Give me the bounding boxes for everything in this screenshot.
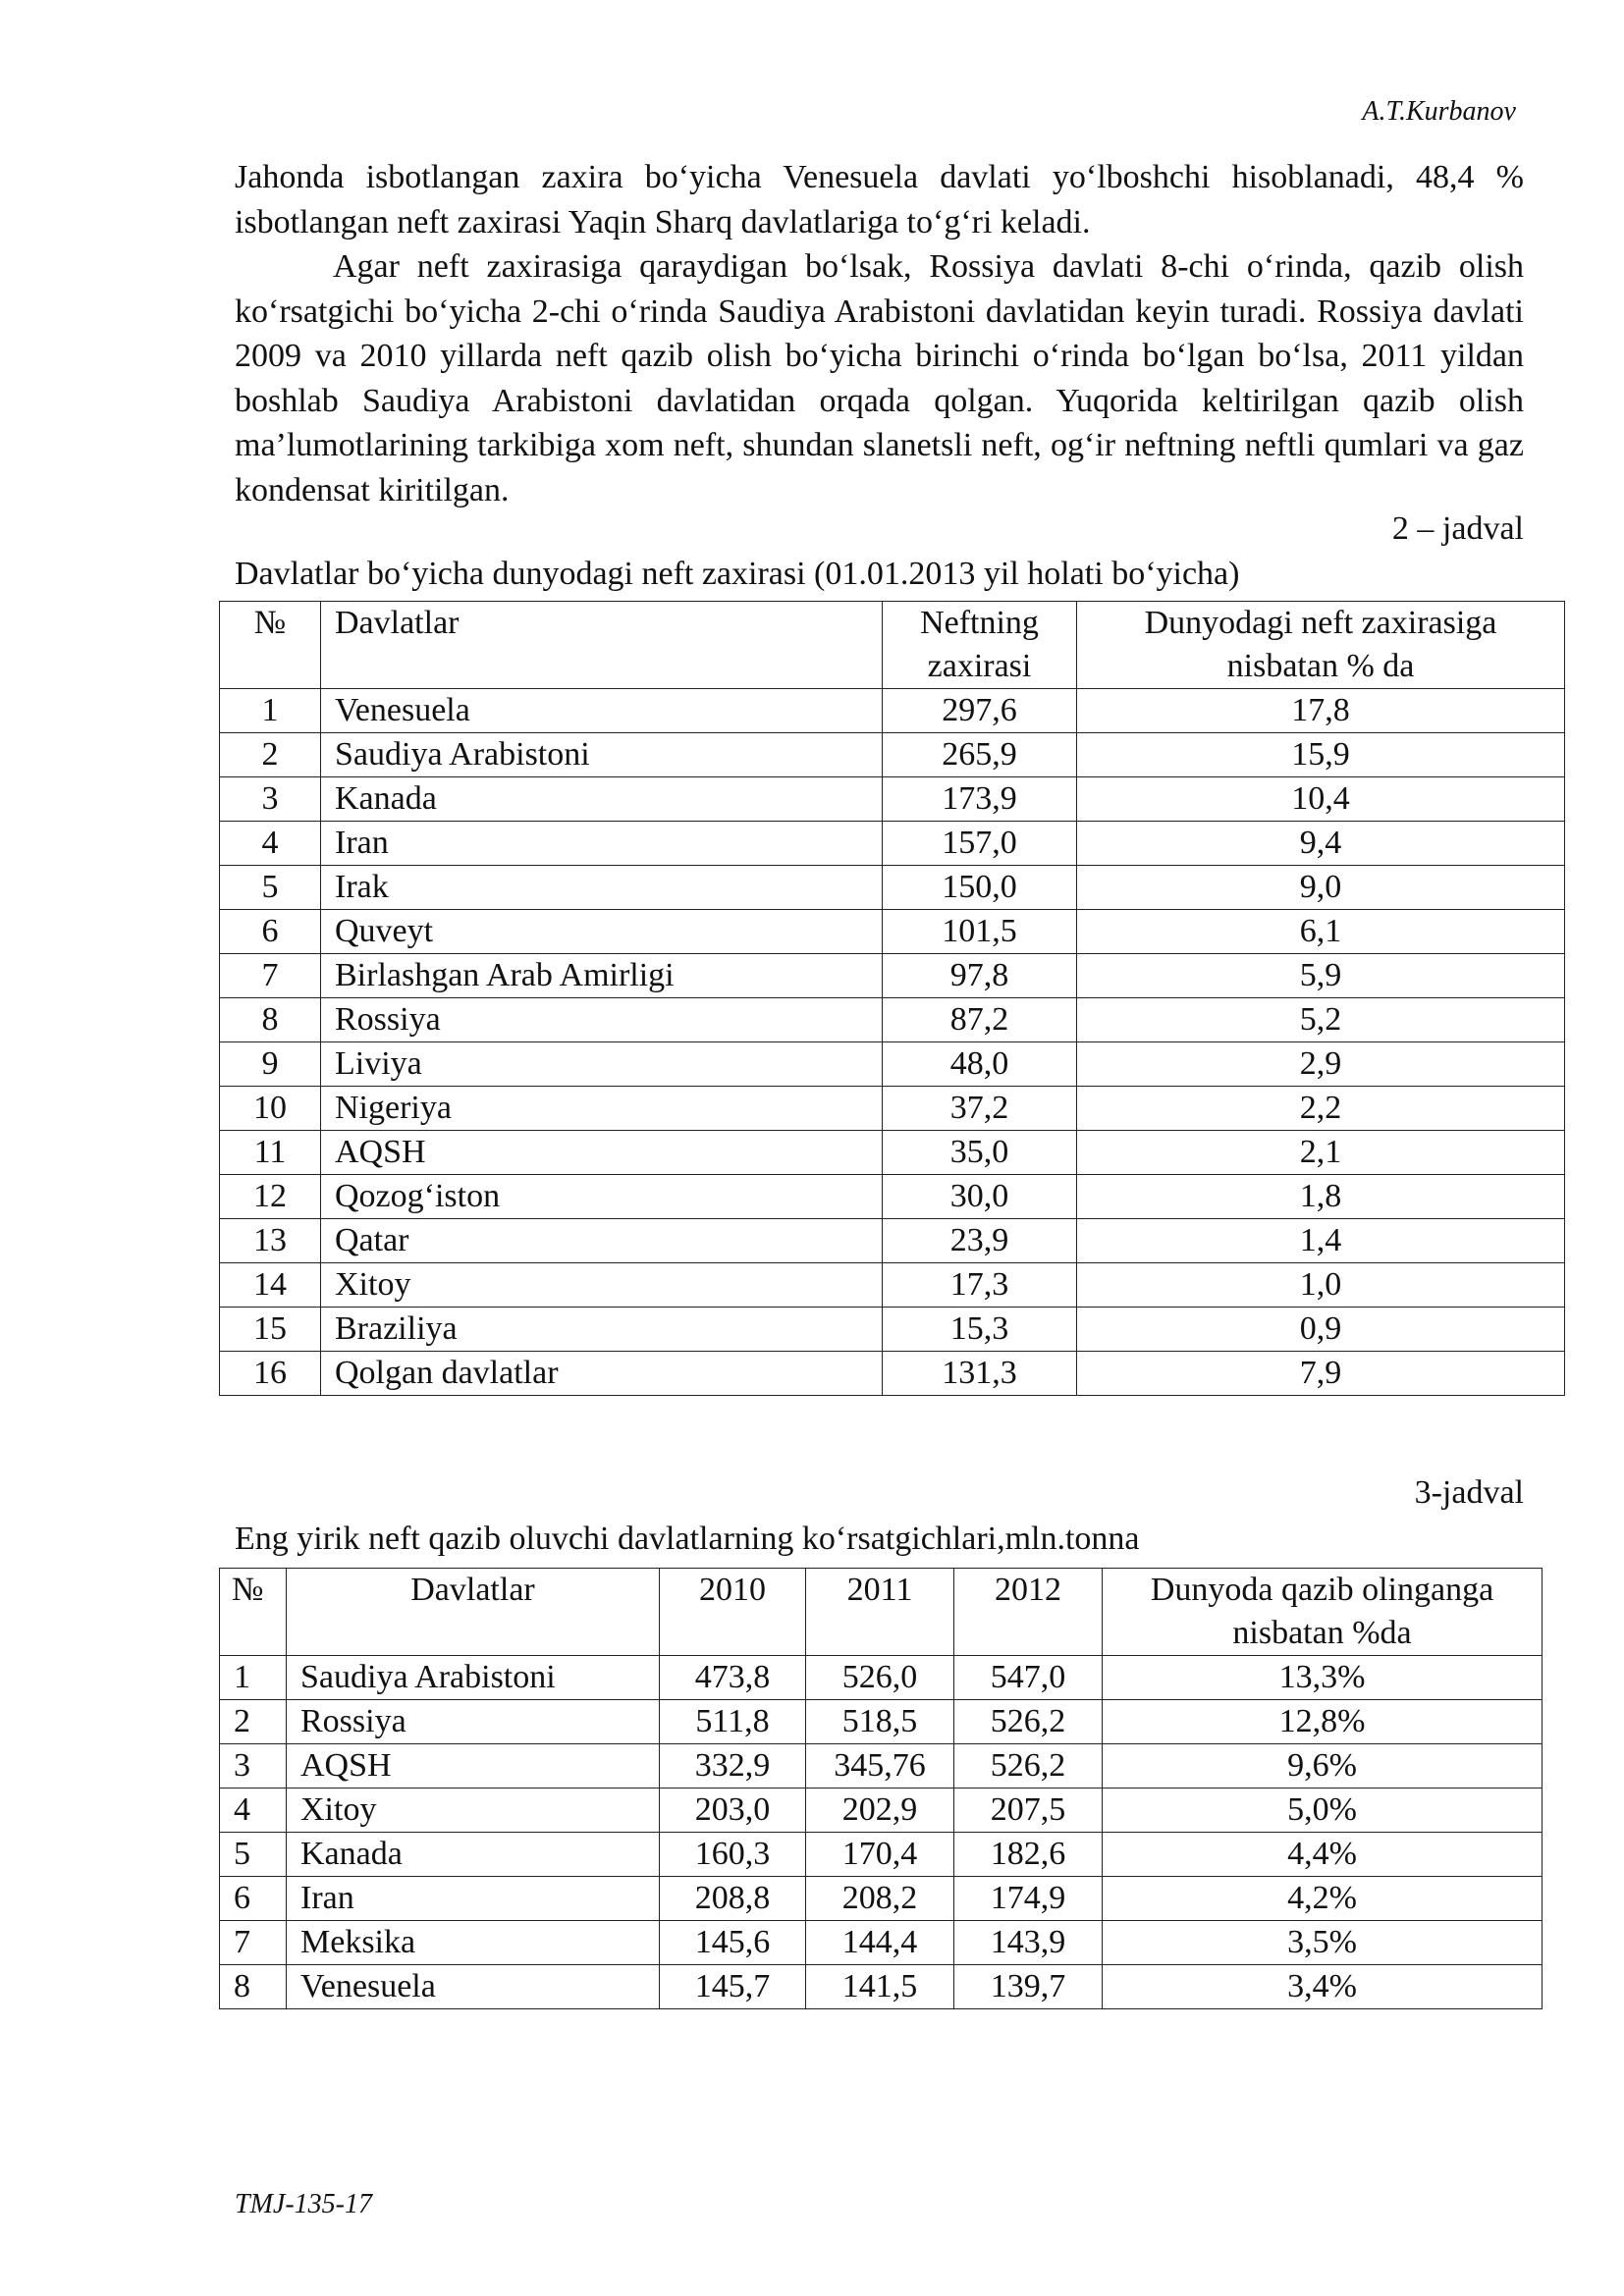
country-cell: Rossiya bbox=[287, 1700, 660, 1744]
country-cell: Meksika bbox=[287, 1921, 660, 1965]
body-text bbox=[235, 155, 1524, 512]
row-number-cell: 7 bbox=[220, 1921, 287, 1965]
reserve-cell: 30,0 bbox=[883, 1175, 1077, 1219]
table-row bbox=[220, 1308, 1565, 1352]
table-row bbox=[220, 1700, 1543, 1744]
header-author: A.T.Kurbanov bbox=[1362, 96, 1516, 127]
table3-header-2011: 2011 bbox=[806, 1569, 954, 1656]
table2-header-share bbox=[1077, 602, 1565, 689]
production-2012-cell: 526,2 bbox=[954, 1744, 1103, 1789]
table3-header-share bbox=[1103, 1569, 1543, 1656]
table3 bbox=[219, 1568, 1543, 2009]
country-cell: Braziliya bbox=[321, 1308, 883, 1352]
table3-header-country: Davlatlar bbox=[287, 1569, 660, 1656]
country-cell: Nigeriya bbox=[321, 1087, 883, 1131]
reserve-cell: 101,5 bbox=[883, 910, 1077, 954]
share-cell: 4,2% bbox=[1103, 1877, 1543, 1921]
table3-header-share-line2: nisbatan %da bbox=[1232, 1615, 1412, 1651]
row-number-cell: 9 bbox=[220, 1042, 321, 1087]
row-number-cell: 11 bbox=[220, 1131, 321, 1175]
reserve-cell: 23,9 bbox=[883, 1219, 1077, 1263]
production-2012-cell: 139,7 bbox=[954, 1965, 1103, 2009]
country-cell: Kanada bbox=[321, 777, 883, 822]
table-row bbox=[220, 1175, 1565, 1219]
table2-header-row bbox=[220, 602, 1565, 689]
table-row bbox=[220, 1965, 1543, 2009]
table-row bbox=[220, 1042, 1565, 1087]
share-cell: 3,5% bbox=[1103, 1921, 1543, 1965]
reserve-cell: 173,9 bbox=[883, 777, 1077, 822]
table-row bbox=[220, 1877, 1543, 1921]
table2-header-reserve bbox=[883, 602, 1077, 689]
share-cell: 1,8 bbox=[1077, 1175, 1565, 1219]
country-cell: Venesuela bbox=[287, 1965, 660, 2009]
row-number-cell: 7 bbox=[220, 954, 321, 998]
share-cell: 1,0 bbox=[1077, 1263, 1565, 1308]
production-2011-cell: 526,0 bbox=[806, 1656, 954, 1700]
table3-header-2012: 2012 bbox=[954, 1569, 1103, 1656]
reserve-cell: 157,0 bbox=[883, 822, 1077, 866]
production-2012-cell: 526,2 bbox=[954, 1700, 1103, 1744]
table3-header-share-line1: Dunyoda qazib olinganga bbox=[1150, 1572, 1494, 1608]
country-cell: Saudiya Arabistoni bbox=[287, 1656, 660, 1700]
table-row bbox=[220, 1263, 1565, 1308]
production-2011-cell: 141,5 bbox=[806, 1965, 954, 2009]
country-cell: Venesuela bbox=[321, 689, 883, 733]
table-row bbox=[220, 1789, 1543, 1833]
reserve-cell: 35,0 bbox=[883, 1131, 1077, 1175]
table2-caption: Davlatlar bo‘yicha dunyodagi neft zaxirasi (01.01.2013 yil holati bo‘yicha) bbox=[235, 556, 1240, 592]
table3-header-row bbox=[220, 1569, 1543, 1656]
production-2012-cell: 207,5 bbox=[954, 1789, 1103, 1833]
production-2010-cell: 160,3 bbox=[660, 1833, 806, 1877]
production-2011-cell: 208,2 bbox=[806, 1877, 954, 1921]
table-row bbox=[220, 1352, 1565, 1396]
table-row bbox=[220, 1833, 1543, 1877]
production-2010-cell: 145,6 bbox=[660, 1921, 806, 1965]
country-cell: Rossiya bbox=[321, 998, 883, 1042]
table-row bbox=[220, 1219, 1565, 1263]
table-row bbox=[220, 1131, 1565, 1175]
table-row bbox=[220, 733, 1565, 777]
share-cell: 9,0 bbox=[1077, 866, 1565, 910]
table-row bbox=[220, 822, 1565, 866]
share-cell: 3,4% bbox=[1103, 1965, 1543, 2009]
country-cell: Qolgan davlatlar bbox=[321, 1352, 883, 1396]
share-cell: 15,9 bbox=[1077, 733, 1565, 777]
row-number-cell: 8 bbox=[220, 998, 321, 1042]
share-cell: 5,2 bbox=[1077, 998, 1565, 1042]
reserve-cell: 48,0 bbox=[883, 1042, 1077, 1087]
reserve-cell: 37,2 bbox=[883, 1087, 1077, 1131]
reserve-cell: 131,3 bbox=[883, 1352, 1077, 1396]
row-number-cell: 13 bbox=[220, 1219, 321, 1263]
production-2011-cell: 518,5 bbox=[806, 1700, 954, 1744]
share-cell: 9,6% bbox=[1103, 1744, 1543, 1789]
production-2010-cell: 332,9 bbox=[660, 1744, 806, 1789]
row-number-cell: 3 bbox=[220, 777, 321, 822]
row-number-cell: 4 bbox=[220, 1789, 287, 1833]
table2-header-country: Davlatlar bbox=[321, 602, 883, 689]
country-cell: Qozog‘iston bbox=[321, 1175, 883, 1219]
row-number-cell: 8 bbox=[220, 1965, 287, 2009]
country-cell: Quveyt bbox=[321, 910, 883, 954]
row-number-cell: 14 bbox=[220, 1263, 321, 1308]
reserve-cell: 265,9 bbox=[883, 733, 1077, 777]
country-cell: Kanada bbox=[287, 1833, 660, 1877]
share-cell: 13,3% bbox=[1103, 1656, 1543, 1700]
production-2010-cell: 208,8 bbox=[660, 1877, 806, 1921]
table-row bbox=[220, 1087, 1565, 1131]
table-row bbox=[220, 998, 1565, 1042]
table-row bbox=[220, 866, 1565, 910]
footer-code: TMJ-135-17 bbox=[235, 2189, 372, 2219]
row-number-cell: 1 bbox=[220, 1656, 287, 1700]
row-number-cell: 6 bbox=[220, 1877, 287, 1921]
table-row bbox=[220, 954, 1565, 998]
reserve-cell: 297,6 bbox=[883, 689, 1077, 733]
share-cell: 7,9 bbox=[1077, 1352, 1565, 1396]
table3-header-num: № bbox=[220, 1569, 287, 1656]
row-number-cell: 2 bbox=[220, 733, 321, 777]
production-2011-cell: 345,76 bbox=[806, 1744, 954, 1789]
row-number-cell: 4 bbox=[220, 822, 321, 866]
country-cell: Xitoy bbox=[287, 1789, 660, 1833]
table2-header-num: № bbox=[220, 602, 321, 689]
share-cell: 5,0% bbox=[1103, 1789, 1543, 1833]
country-cell: AQSH bbox=[287, 1744, 660, 1789]
country-cell: Iran bbox=[321, 822, 883, 866]
share-cell: 4,4% bbox=[1103, 1833, 1543, 1877]
reserve-cell: 15,3 bbox=[883, 1308, 1077, 1352]
paragraph-1: Jahonda isbotlangan zaxira bo‘yicha Venesuela davlati yo‘lboshchi hisoblanadi, 48,4 % isbotlangan neft zaxirasi Yaqin Sharq davlatlariga to‘g‘ri keladi. bbox=[235, 159, 1524, 240]
reserve-cell: 150,0 bbox=[883, 866, 1077, 910]
table-row bbox=[220, 910, 1565, 954]
production-2012-cell: 143,9 bbox=[954, 1921, 1103, 1965]
row-number-cell: 5 bbox=[220, 866, 321, 910]
row-number-cell: 3 bbox=[220, 1744, 287, 1789]
row-number-cell: 6 bbox=[220, 910, 321, 954]
share-cell: 1,4 bbox=[1077, 1219, 1565, 1263]
table3-header-2010: 2010 bbox=[660, 1569, 806, 1656]
country-cell: Liviya bbox=[321, 1042, 883, 1087]
production-2012-cell: 182,6 bbox=[954, 1833, 1103, 1877]
row-number-cell: 15 bbox=[220, 1308, 321, 1352]
table2-label: 2 – jadval bbox=[1391, 510, 1524, 547]
share-cell: 17,8 bbox=[1077, 689, 1565, 733]
country-cell: Irak bbox=[321, 866, 883, 910]
row-number-cell: 16 bbox=[220, 1352, 321, 1396]
table2-header-reserve-line2: zaxirasi bbox=[927, 648, 1032, 684]
share-cell: 12,8% bbox=[1103, 1700, 1543, 1744]
row-number-cell: 1 bbox=[220, 689, 321, 733]
share-cell: 0,9 bbox=[1077, 1308, 1565, 1352]
table2-header-share-line1: Dunyodagi neft zaxirasiga bbox=[1144, 605, 1497, 641]
production-2012-cell: 174,9 bbox=[954, 1877, 1103, 1921]
share-cell: 2,9 bbox=[1077, 1042, 1565, 1087]
production-2010-cell: 511,8 bbox=[660, 1700, 806, 1744]
production-2011-cell: 144,4 bbox=[806, 1921, 954, 1965]
table2-header-share-line2: nisbatan % da bbox=[1226, 648, 1415, 684]
paragraph-2: Agar neft zaxirasiga qaraydigan bo‘lsak, Rossiya davlati 8-chi o‘rinda, qazib olish ko‘rsatgichi bo‘yicha 2-chi o‘rinda Saudiya Arabistoni davlatidan keyin turadi. Rossiya davlati 2009 va 2010 yillarda neft qazib olish bo‘yicha birinchi o‘rinda bo‘lgan bo‘lsa, 2011 yildan boshlab Saudiya Arabistoni davlatidan orqada qolgan. Yuqorida keltirilgan qazib olish ma’lumotlarining tarkibiga xom neft, shundan slanetsli neft, og‘ir neftning neftli qumlari va gaz kondensat kiritilgan. bbox=[235, 248, 1524, 508]
country-cell: Iran bbox=[287, 1877, 660, 1921]
share-cell: 9,4 bbox=[1077, 822, 1565, 866]
country-cell: Birlashgan Arab Amirligi bbox=[321, 954, 883, 998]
country-cell: Xitoy bbox=[321, 1263, 883, 1308]
table-row bbox=[220, 1744, 1543, 1789]
table-row bbox=[220, 689, 1565, 733]
table2 bbox=[219, 601, 1565, 1396]
row-number-cell: 10 bbox=[220, 1087, 321, 1131]
table-row bbox=[220, 1921, 1543, 1965]
table3-caption: Eng yirik neft qazib oluvchi davlatlarning ko‘rsatgichlari,mln.tonna bbox=[235, 1521, 1140, 1557]
share-cell: 2,1 bbox=[1077, 1131, 1565, 1175]
row-number-cell: 2 bbox=[220, 1700, 287, 1744]
country-cell: Qatar bbox=[321, 1219, 883, 1263]
table-row bbox=[220, 1656, 1543, 1700]
production-2010-cell: 473,8 bbox=[660, 1656, 806, 1700]
production-2011-cell: 170,4 bbox=[806, 1833, 954, 1877]
country-cell: Saudiya Arabistoni bbox=[321, 733, 883, 777]
reserve-cell: 97,8 bbox=[883, 954, 1077, 998]
row-number-cell: 5 bbox=[220, 1833, 287, 1877]
share-cell: 5,9 bbox=[1077, 954, 1565, 998]
table-row bbox=[220, 777, 1565, 822]
table2-header-reserve-line1: Neftning bbox=[920, 605, 1039, 641]
share-cell: 6,1 bbox=[1077, 910, 1565, 954]
reserve-cell: 17,3 bbox=[883, 1263, 1077, 1308]
share-cell: 2,2 bbox=[1077, 1087, 1565, 1131]
production-2010-cell: 203,0 bbox=[660, 1789, 806, 1833]
share-cell: 10,4 bbox=[1077, 777, 1565, 822]
table3-label: 3-jadval bbox=[1414, 1474, 1524, 1511]
production-2011-cell: 202,9 bbox=[806, 1789, 954, 1833]
country-cell: AQSH bbox=[321, 1131, 883, 1175]
reserve-cell: 87,2 bbox=[883, 998, 1077, 1042]
row-number-cell: 12 bbox=[220, 1175, 321, 1219]
production-2012-cell: 547,0 bbox=[954, 1656, 1103, 1700]
production-2010-cell: 145,7 bbox=[660, 1965, 806, 2009]
